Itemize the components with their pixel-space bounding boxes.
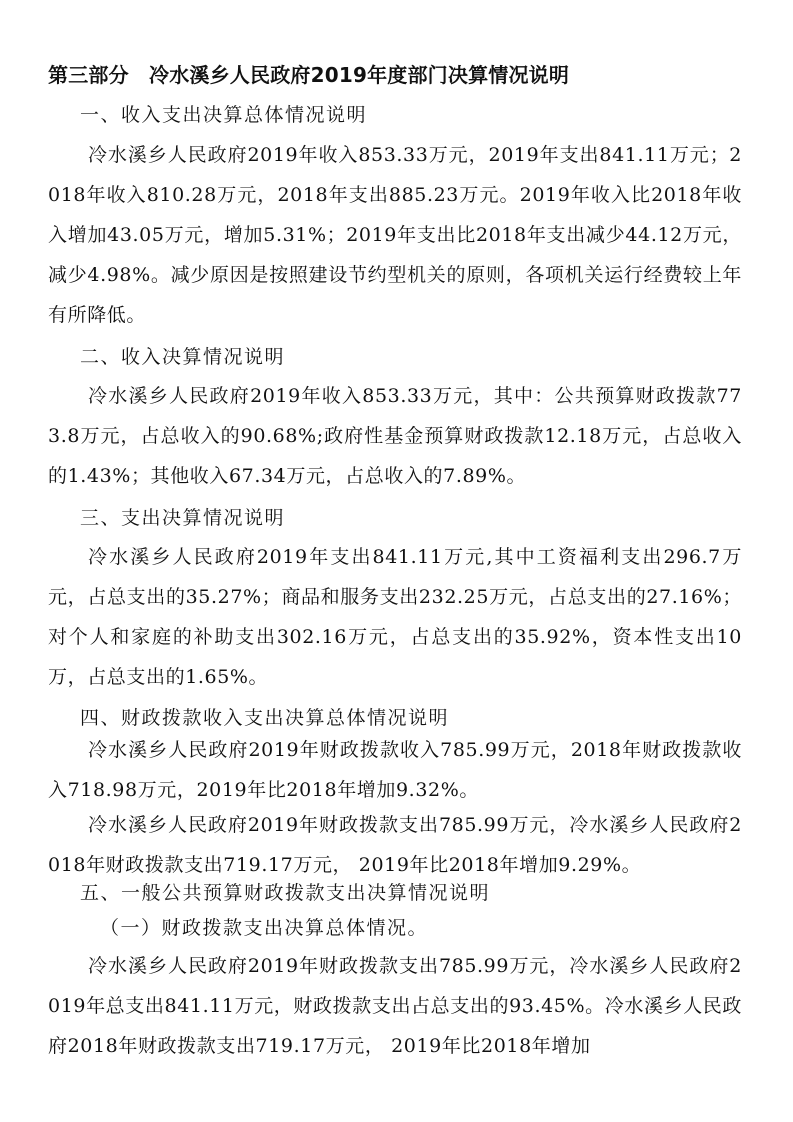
section-5-subheading: （一）财政拨款支出决算总体情况。 [100,917,429,939]
section-1-heading: 一、收入支出决算总体情况说明 [80,104,368,126]
section-3-paragraph: 冷水溪乡人民政府2019年支出841.11万元,其中工资福利支出296.7万元，占总支出的35.27%；商品和服务支出232.25万元，占总支出的27.16%；对个人和家庭的补助支出302.16万元，占总支出的35.92%，资本性支出10万，占总支出的1.65%。 [48,546,742,688]
section-2-heading: 二、收入决算情况说明 [80,346,286,368]
section-4-heading: 四、财政拨款收入支出决算总体情况说明 [80,707,450,729]
section-4-paragraph-2: 冷水溪乡人民政府2019年财政拨款支出785.99万元，冷水溪乡人民政府2018年财政拨款支出719.17万元， 2019年比2018年增加9.29%。 [48,814,742,876]
section-5-paragraph: 冷水溪乡人民政府2019年财政拨款支出785.99万元，冷水溪乡人民政府2019年总支出841.11万元，财政拨款支出占总支出的93.45%。冷水溪乡人民政府2018年财政拨款支出719.17万元， 2019年比2018年增加 [48,955,742,1057]
section-3-heading: 三、支出决算情况说明 [80,507,286,529]
section-2-paragraph: 冷水溪乡人民政府2019年收入853.33万元，其中：公共预算财政拨款773.8万元，占总收入的90.68%;政府性基金预算财政拨款12.18万元，占总收入的1.43%；其他收入67.34万元，占总收入的7.89%。 [48,385,742,487]
section-5-heading: 五、一般公共预算财政拨款支出决算情况说明 [80,882,491,904]
document-title: 第三部分 冷水溪乡人民政府2019年度部门决算情况说明 [48,63,570,87]
section-1-paragraph: 冷水溪乡人民政府2019年收入853.33万元，2019年支出841.11万元；2018年收入810.28万元，2018年支出885.23万元。2019年收入比2018年收入增加43.05万元，增加5.31%；2019年支出比2018年支出减少44.12万元，减少4.98%。减少原因是按照建设节约型机关的原则，各项机关运行经费较上年有所降低。 [48,144,742,326]
section-4-paragraph-1: 冷水溪乡人民政府2019年财政拨款收入785.99万元，2018年财政拨款收入718.98万元，2019年比2018年增加9.32%。 [48,739,742,801]
